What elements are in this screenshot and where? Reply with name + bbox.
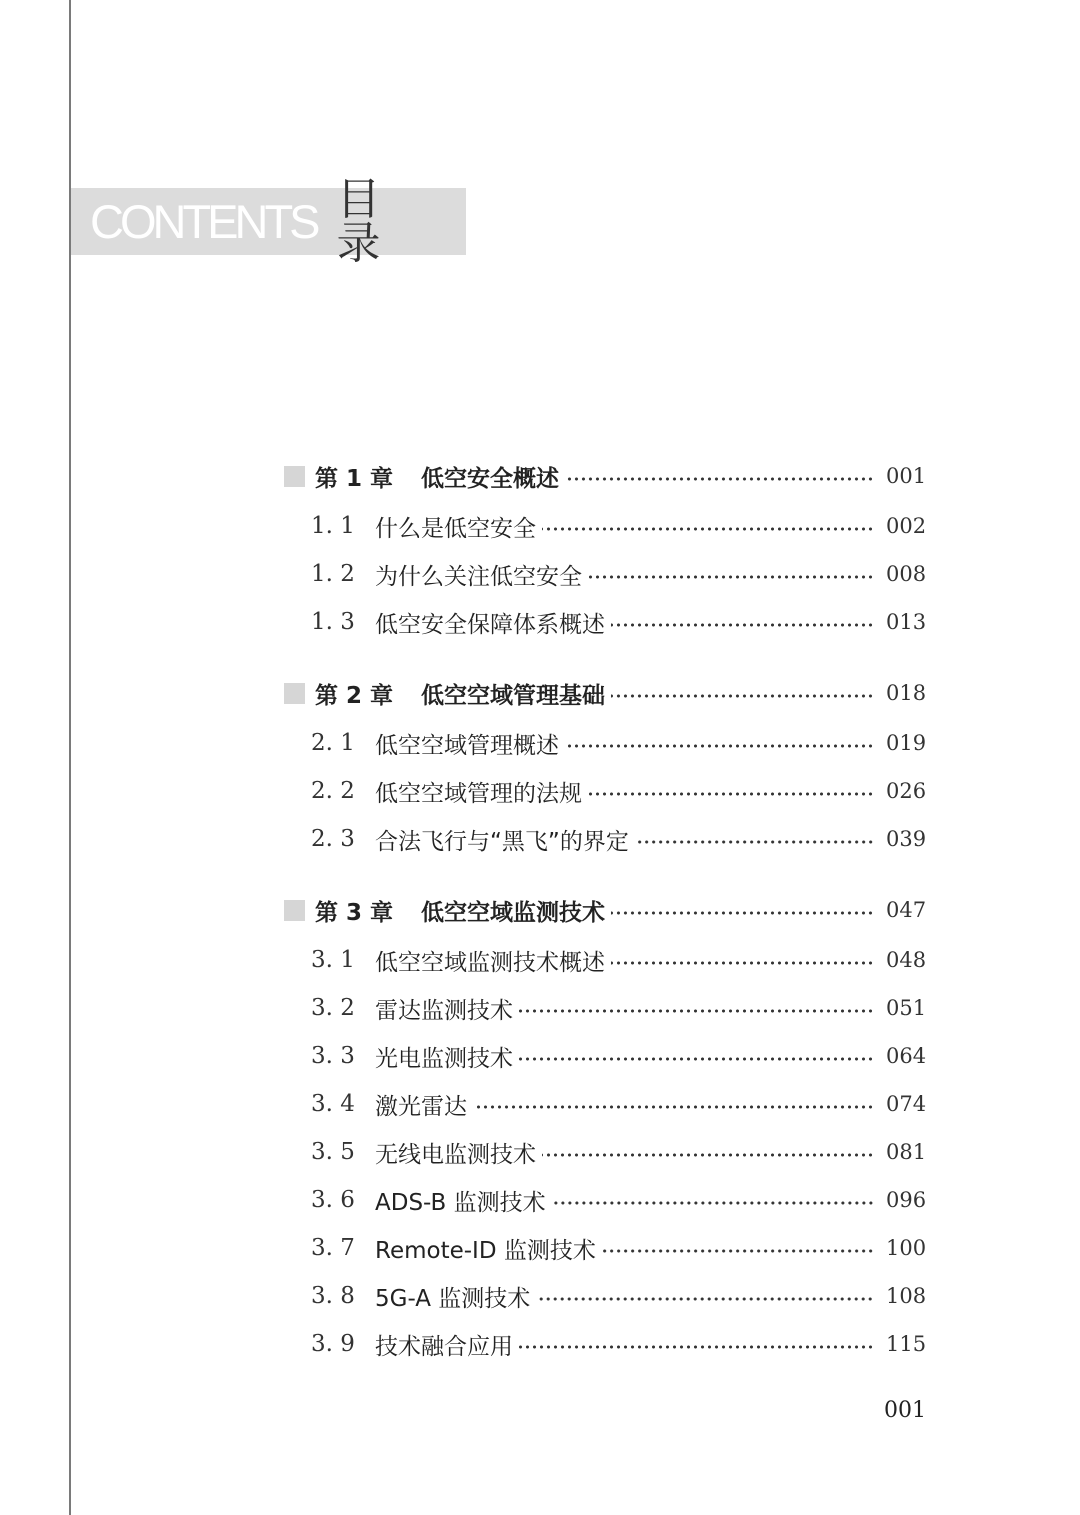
section-title: 无线电监测技术 (375, 1141, 536, 1168)
toc-page-number: 002 (886, 514, 927, 538)
section-number: 1. 1 (311, 513, 355, 539)
toc-chapter-entry[interactable] (284, 675, 926, 711)
toc-chapter-entry[interactable] (284, 892, 926, 928)
dot-leader (519, 1057, 874, 1061)
toc-page-number: 018 (886, 681, 927, 705)
toc-section-entry[interactable] (284, 942, 926, 978)
toc-page-number: 108 (886, 1284, 927, 1308)
dot-leader (611, 623, 874, 627)
dot-leader (473, 1105, 874, 1109)
dot-leader (542, 527, 874, 531)
section-number: 3. 7 (311, 1235, 355, 1261)
toc-section-entry[interactable] (284, 508, 926, 544)
section-number: 3. 1 (311, 947, 355, 973)
chapter-title: 低空安全概述 (421, 465, 560, 492)
dot-leader (519, 1345, 874, 1349)
toc-section-entry[interactable] (284, 604, 926, 640)
section-number: 1. 3 (311, 609, 355, 635)
section-title: 低空空域管理概述 (375, 732, 559, 759)
dot-leader (565, 477, 874, 481)
dot-leader (565, 744, 874, 748)
toc-page-number: 100 (886, 1236, 927, 1260)
chapter-title: 低空空域管理基础 (421, 682, 606, 709)
toc-section-entry[interactable] (284, 1278, 926, 1314)
section-number: 2. 2 (311, 778, 355, 804)
toc-section-entry[interactable] (284, 1182, 926, 1218)
section-title: 低空安全保障体系概述 (375, 611, 605, 638)
toc-page-number: 013 (886, 610, 927, 634)
contents-title-zh: 目 录 (336, 173, 395, 269)
section-title: 为什么关注低空安全 (375, 563, 582, 590)
section-number: 3. 9 (311, 1331, 355, 1357)
contents-title-en: CONTENTS (90, 195, 317, 248)
toc-section-entry[interactable] (284, 556, 926, 592)
chapter-label: 第 2 章 (315, 682, 394, 709)
section-title: 5G-A 监测技术 (375, 1285, 531, 1312)
toc-page-number: 001 (886, 464, 927, 488)
section-number: 3. 6 (311, 1187, 355, 1213)
dot-leader (635, 840, 874, 844)
chapter-marker-square (284, 683, 305, 704)
toc-page-number: 047 (886, 898, 927, 922)
section-number: 3. 5 (311, 1139, 355, 1165)
chapter-title: 低空空域监测技术 (421, 899, 606, 926)
page-number: 001 (884, 1398, 926, 1423)
dot-leader (552, 1201, 874, 1205)
toc-section-entry[interactable] (284, 1086, 926, 1122)
section-title: 激光雷达 (375, 1093, 467, 1120)
section-title: 低空空域管理的法规 (375, 780, 582, 807)
dot-leader (588, 792, 874, 796)
dot-leader (536, 1297, 874, 1301)
section-number: 3. 4 (311, 1091, 355, 1117)
section-title: 技术融合应用 (375, 1333, 513, 1360)
section-number: 1. 2 (311, 561, 355, 587)
section-number: 3. 3 (311, 1043, 355, 1069)
section-number: 2. 1 (311, 730, 355, 756)
toc-section-entry[interactable] (284, 773, 926, 809)
toc-section-entry[interactable] (284, 1230, 926, 1266)
dot-leader (611, 694, 874, 698)
section-number: 2. 3 (311, 826, 355, 852)
toc-page-number: 026 (886, 779, 927, 803)
toc-section-entry[interactable] (284, 821, 926, 857)
section-title: 雷达监测技术 (375, 997, 513, 1024)
dot-leader (542, 1153, 874, 1157)
dot-leader (519, 1009, 874, 1013)
section-title: ADS-B 监测技术 (375, 1189, 546, 1216)
toc-page-number: 039 (886, 827, 927, 851)
toc-page-number: 048 (886, 948, 927, 972)
section-title: 什么是低空安全 (375, 515, 536, 542)
toc-page-number: 081 (886, 1140, 927, 1164)
toc-page-number: 064 (886, 1044, 927, 1068)
section-title: 低空空域监测技术概述 (375, 949, 605, 976)
section-number: 3. 8 (311, 1283, 355, 1309)
toc-page-number: 096 (886, 1188, 927, 1212)
toc-page-number: 115 (886, 1332, 927, 1356)
toc-page-number: 051 (886, 996, 927, 1020)
section-title: 合法飞行与“黑飞”的界定 (375, 828, 629, 855)
section-title: Remote-ID 监测技术 (375, 1237, 596, 1264)
toc-page-number: 019 (886, 731, 927, 755)
toc-section-entry[interactable] (284, 725, 926, 761)
toc-section-entry[interactable] (284, 990, 926, 1026)
dot-leader (611, 911, 874, 915)
section-title: 光电监测技术 (375, 1045, 513, 1072)
chapter-marker-square (284, 900, 305, 921)
toc-chapter-entry[interactable] (284, 458, 926, 494)
dot-leader (588, 575, 874, 579)
dot-leader (602, 1249, 874, 1253)
toc-section-entry[interactable] (284, 1038, 926, 1074)
chapter-marker-square (284, 466, 305, 487)
section-number: 3. 2 (311, 995, 355, 1021)
chapter-label: 第 1 章 (315, 465, 394, 492)
chapter-label: 第 3 章 (315, 899, 394, 926)
toc-section-entry[interactable] (284, 1326, 926, 1362)
toc-section-entry[interactable] (284, 1134, 926, 1170)
toc-page-number: 008 (886, 562, 927, 586)
toc-page-number: 074 (886, 1092, 927, 1116)
dot-leader (611, 961, 874, 965)
